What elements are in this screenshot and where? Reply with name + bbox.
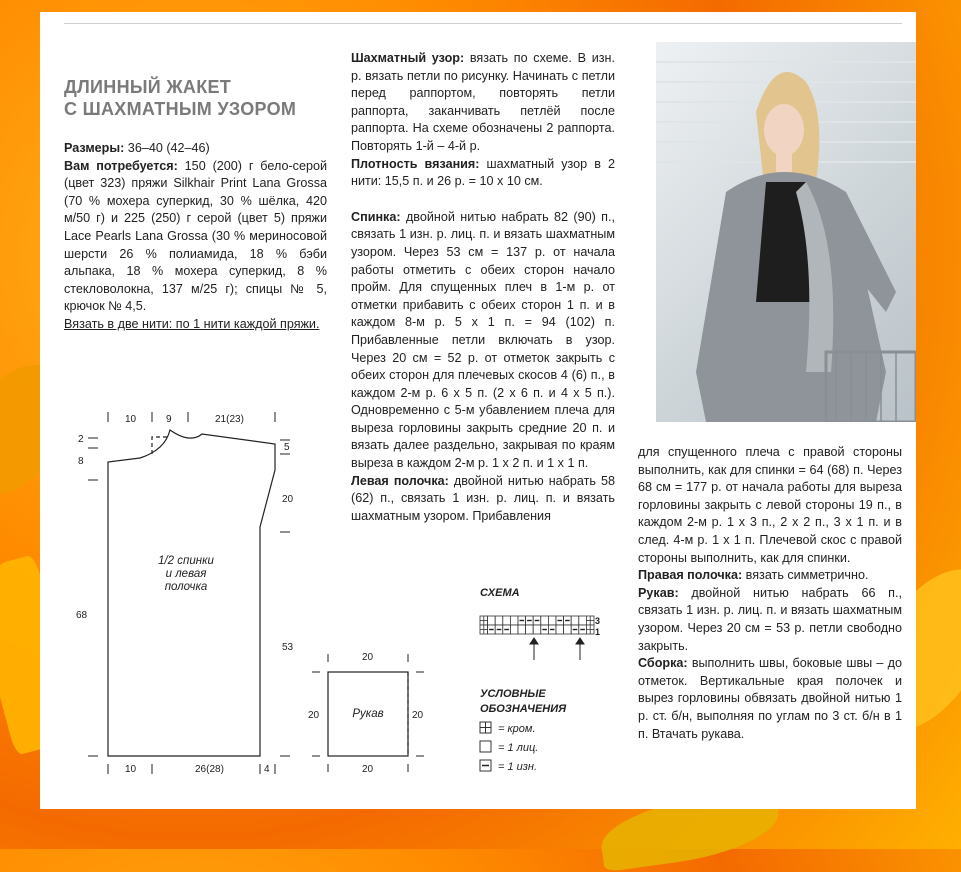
assembly-label: Сборка: (638, 656, 688, 671)
legend-knit (480, 741, 538, 754)
chart-cell (541, 616, 549, 625)
legend-edge (480, 722, 536, 735)
repeat-arrow-right-head (576, 638, 584, 644)
back-value: двойной нитью набрать 82 (90) п., связать 1 изн. р. лиц. п. и вязать шахматным узором. Через 53 см = 137 р. от начала работы отметить с обеих сторон начало пройм. Для спущенных плеч в 1-м р. от отметки прибавить с обеих сторон 1 п. и в каждом 8-м р. 5 х 1 п. = 94 (102) п. Прибавленные петли включать в узор. Через 20 см = 52 р. от отметок закрыть с обеих сторон для плечевых скосов 4 (6) п., в каждом 2-м р. 6 х 5 п. (2 х 6 п. и 4 х 5 п.). Одновременно с 5-м убавлением плеча для выреза горловины закрыть средние 20 п. и вязать далее раздельно, закрывая по краям выреза в каждом 2-м р. 1 х 2 п. и 1 х 1 п. (351, 209, 615, 471)
chart-cell (510, 616, 518, 625)
legend-title-line-2: ОБОЗНАЧЕНИЯ (480, 703, 567, 715)
density-label: Плотность вязания: (351, 156, 480, 171)
materials-label: Вам потребуется: (64, 158, 178, 173)
pattern-value: вязать по схеме. В изн. р. вязать петли по рисунку. Начинать с петли перед раппортом, повторять петли раппорта, заканчивать петлёй после раппорта. На схеме обозначены 2 раппорта. Повторять 1-й – 4-й р. (351, 51, 615, 153)
dim-top-c: 21(23) (215, 414, 244, 425)
chart-cell (571, 616, 579, 625)
materials-paragraph (64, 158, 327, 316)
right-front-paragraph (638, 567, 902, 585)
body-label-line-1: 1/2 спинки (158, 555, 214, 567)
chart-title: СХЕМА (480, 587, 520, 599)
page-title (64, 76, 324, 120)
assembly-paragraph (638, 655, 902, 743)
sleeve-dim-right: 20 (412, 710, 424, 721)
chart-row-1: 1 (595, 627, 601, 637)
chart-cell (510, 625, 518, 634)
continuation-column (638, 444, 902, 743)
sleeve-dim-top: 20 (362, 652, 374, 663)
sizes-value: 36–40 (42–46) (124, 141, 210, 155)
chart-cell (518, 625, 526, 634)
top-rule (64, 23, 902, 24)
chart-cell (495, 616, 503, 625)
chart-cell (488, 616, 496, 625)
chart-cell (526, 625, 534, 634)
body-outline (108, 430, 275, 756)
legend-purl-text: = 1 изн. (498, 761, 537, 773)
back-label: Спинка: (351, 209, 401, 224)
chart-cell (564, 625, 572, 634)
stitch-chart (474, 582, 644, 782)
magazine-page (40, 12, 916, 809)
chart-cell (548, 616, 556, 625)
sleeve-paragraph (638, 585, 902, 655)
legend-title-line-1: УСЛОВНЫЕ (480, 688, 546, 700)
density-value: шахматный узор в 2 нити: 15,5 п. и 26 р. = 10 х 10 см. (351, 156, 615, 189)
chart-grid (480, 616, 594, 634)
chart-cell (579, 616, 587, 625)
title-line-2: С ШАХМАТНЫМ УЗОРОМ (64, 99, 297, 119)
dim-bottom-b: 26(28) (195, 764, 224, 775)
dim-top-a: 10 (125, 414, 137, 425)
chart-row-3: 3 (595, 616, 601, 626)
sleeve-value: двойной нитью набрать 66 п., связать 1 изн. р. лиц. п. и вязать шахматным узором. Через 20 см = 53 р. петли свободно закрыть. (638, 585, 902, 653)
sleeve-dim-bottom: 20 (362, 764, 374, 775)
repeat-arrow-left-head (530, 638, 538, 644)
sleeve-label: Рукав: (638, 585, 679, 600)
yarn-note: Вязать в две нити: по 1 нити каждой пряжи. (64, 316, 320, 331)
body-label-line-3: полочка (164, 581, 208, 593)
dim-right-20: 20 (282, 494, 294, 505)
legend-purl (480, 760, 537, 773)
left-front-continued: для спущенного плеча с правой стороны выполнить, как для спинки = 64 (68) п. Через 68 см = 177 р. от начала работы для выреза горловины закрыть с левой стороны 19 п., в каждом 2-м р. 1 х 3 п., 2 х 2 п., 3 х 1 п. и в след. 4-м р. 1 х 1 п. Плечевой скос с правой стороны выполнить, как для спинки. (638, 445, 902, 565)
density-paragraph (351, 156, 615, 191)
right-front-label: Правая полочка: (638, 568, 743, 583)
title-line-1: ДЛИННЫЙ ЖАКЕТ (64, 77, 232, 97)
model-photo-illustration (656, 42, 916, 422)
assembly-value: выполнить швы, боковые швы – до отметок. Вертикальные края полочек и вырез горловины обвязать двойной нитью 1 р. ст. б/н, выполняя по углам по 3 ст. б/н в 1 п. Втачать рукава. (638, 656, 902, 741)
sleeve-dim-left: 20 (308, 710, 320, 721)
chart-cell (533, 625, 541, 634)
legend-knit-text: = 1 лиц. (498, 742, 539, 754)
left-front-label: Левая полочка: (351, 473, 449, 488)
body-label-line-2: и левая (165, 568, 207, 580)
chart-cell (503, 616, 511, 625)
sleeve-label: Рукав (352, 708, 384, 720)
chart-cell (556, 625, 564, 634)
pattern-label: Шахматный узор: (351, 51, 465, 65)
pattern-schematic (70, 392, 460, 777)
dim-left-2: 2 (78, 434, 84, 445)
right-front-value: вязать симметрично. (742, 568, 869, 583)
model-photo (656, 42, 916, 422)
legend-edge-text: = кром. (498, 723, 536, 735)
materials-value: 150 (200) г бело-серой (цвет 323) пряжи Silkhair Print Lana Grossa (70 % мохера суперкид, 30 % шёлка, 420 м/50 г) и 225 (250) г серой (цвет 5) пряжи Lace Pearls Lana Grossa (30 % мериносовой шерсти 26 % полиамида, 18 % бэби альпака, 18 % мохера суперкид, 8 % стекловолокна, 137 м/25 г); спицы № 5, крючок № 4,5. (64, 158, 327, 314)
left-front-value: двойной нитью набрать 58 (62) п., связать 1 изн. р. лиц. п. и вязать шахматным узором. Прибавления (351, 473, 615, 523)
dim-left-68: 68 (76, 610, 88, 621)
dim-bottom-c: 4 (264, 764, 270, 775)
dim-right-53: 53 (282, 642, 294, 653)
dim-right-5: 5 (284, 442, 290, 453)
sizes-paragraph (64, 140, 327, 158)
sizes-label: Размеры: (64, 141, 125, 155)
pattern-paragraph (351, 50, 615, 156)
intro-column (64, 140, 327, 334)
dim-bottom-a: 10 (125, 764, 137, 775)
dim-top-b: 9 (166, 414, 172, 425)
dim-left-8: 8 (78, 456, 84, 467)
